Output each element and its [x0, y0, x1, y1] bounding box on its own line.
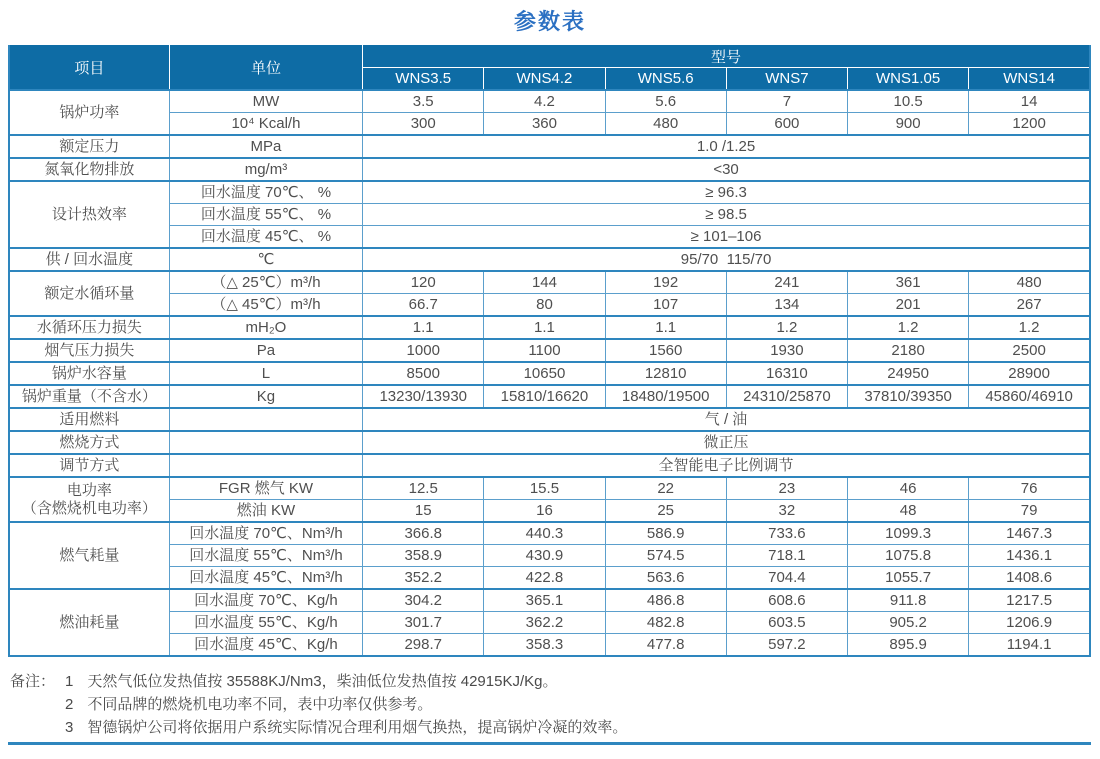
- value-cell: 45860/46910: [969, 385, 1090, 408]
- model-header-wns4-2: WNS4.2: [484, 68, 605, 91]
- value-cell: 352.2: [363, 567, 484, 590]
- value-cell: 10.5: [848, 90, 969, 113]
- merged-value-cell: 95/70 115/70: [363, 248, 1090, 271]
- value-cell: 28900: [969, 362, 1090, 385]
- unit-label: [169, 408, 362, 431]
- value-cell: 358.3: [484, 634, 605, 657]
- value-cell: 18480/19500: [605, 385, 726, 408]
- value-cell: 8500: [363, 362, 484, 385]
- value-cell: 900: [848, 113, 969, 136]
- model-header-wns14: WNS14: [969, 68, 1090, 91]
- item-label: 额定压力: [9, 135, 169, 158]
- value-cell: 79: [969, 500, 1090, 523]
- value-cell: 1075.8: [848, 545, 969, 567]
- value-cell: 905.2: [848, 612, 969, 634]
- value-cell: 911.8: [848, 589, 969, 612]
- unit-label: mg/m³: [169, 158, 362, 181]
- value-cell: 300: [363, 113, 484, 136]
- unit-label: 回水温度 55℃、Nm³/h: [169, 545, 362, 567]
- value-cell: 608.6: [726, 589, 847, 612]
- value-cell: 1206.9: [969, 612, 1090, 634]
- value-cell: 5.6: [605, 90, 726, 113]
- value-cell: 1930: [726, 339, 847, 362]
- merged-value-cell: 全智能电子比例调节: [363, 454, 1090, 477]
- unit-label: 回水温度 70℃、 %: [169, 181, 362, 204]
- value-cell: 358.9: [363, 545, 484, 567]
- model-header-wns3-5: WNS3.5: [363, 68, 484, 91]
- value-cell: 298.7: [363, 634, 484, 657]
- value-cell: 1560: [605, 339, 726, 362]
- value-cell: 486.8: [605, 589, 726, 612]
- value-cell: 422.8: [484, 567, 605, 590]
- value-cell: 46: [848, 477, 969, 500]
- note-text: 智德锅炉公司将依据用户系统实际情况合理利用烟气换热，提高锅炉冷凝的效率。: [87, 719, 628, 736]
- value-cell: 37810/39350: [848, 385, 969, 408]
- unit-label: 燃油 KW: [169, 500, 362, 523]
- note-number: 1: [65, 673, 74, 690]
- parameter-table: [8, 45, 1091, 657]
- value-cell: 1.2: [848, 316, 969, 339]
- unit-label: 回水温度 45℃、Kg/h: [169, 634, 362, 657]
- unit-label: 回水温度 55℃、Kg/h: [169, 612, 362, 634]
- value-cell: 15.5: [484, 477, 605, 500]
- item-label: 燃油耗量: [9, 589, 169, 656]
- note-item: [55, 716, 627, 739]
- value-cell: 80: [484, 294, 605, 317]
- value-cell: 134: [726, 294, 847, 317]
- value-cell: 24950: [848, 362, 969, 385]
- unit-label: L: [169, 362, 362, 385]
- item-label: 燃气耗量: [9, 522, 169, 589]
- merged-value-cell: ≥ 98.5: [363, 204, 1090, 226]
- value-cell: 366.8: [363, 522, 484, 545]
- value-cell: 1.1: [605, 316, 726, 339]
- value-cell: 7: [726, 90, 847, 113]
- value-cell: 32: [726, 500, 847, 523]
- col-header-model-group: 型号: [363, 46, 1090, 68]
- value-cell: 895.9: [848, 634, 969, 657]
- unit-label: FGR 燃气 KW: [169, 477, 362, 500]
- value-cell: 24310/25870: [726, 385, 847, 408]
- unit-label: [169, 431, 362, 454]
- value-cell: 241: [726, 271, 847, 294]
- model-header-wns7: WNS7: [726, 68, 847, 91]
- value-cell: 23: [726, 477, 847, 500]
- note-item: [55, 693, 627, 716]
- value-cell: 3.5: [363, 90, 484, 113]
- unit-label: Kg: [169, 385, 362, 408]
- value-cell: 574.5: [605, 545, 726, 567]
- item-label: 适用燃料: [9, 408, 169, 431]
- value-cell: 480: [969, 271, 1090, 294]
- value-cell: 66.7: [363, 294, 484, 317]
- value-cell: 25: [605, 500, 726, 523]
- value-cell: 480: [605, 113, 726, 136]
- item-label: 电功率 （含燃烧机电功率）: [9, 477, 169, 522]
- unit-label: Pa: [169, 339, 362, 362]
- value-cell: 301.7: [363, 612, 484, 634]
- model-header-wns1-05: WNS1.05: [848, 68, 969, 91]
- value-cell: 1200: [969, 113, 1090, 136]
- note-number: 2: [65, 696, 74, 713]
- value-cell: 12.5: [363, 477, 484, 500]
- note-text: 天然气低位发热值按 35588KJ/Nm3，柴油低位发热值按 42915KJ/Kg。: [87, 673, 558, 690]
- unit-label: [169, 454, 362, 477]
- value-cell: 1.2: [969, 316, 1090, 339]
- model-header-wns5-6: WNS5.6: [605, 68, 726, 91]
- value-cell: 365.1: [484, 589, 605, 612]
- table-body: [9, 90, 1090, 656]
- table-header: [9, 46, 1090, 91]
- value-cell: 1217.5: [969, 589, 1090, 612]
- unit-label: 回水温度 70℃、Kg/h: [169, 589, 362, 612]
- value-cell: 1099.3: [848, 522, 969, 545]
- bottom-divider: [8, 742, 1091, 745]
- item-label: 额定水循环量: [9, 271, 169, 316]
- unit-label: 回水温度 70℃、Nm³/h: [169, 522, 362, 545]
- value-cell: 1467.3: [969, 522, 1090, 545]
- item-label: 供 / 回水温度: [9, 248, 169, 271]
- value-cell: 603.5: [726, 612, 847, 634]
- value-cell: 1.2: [726, 316, 847, 339]
- value-cell: 304.2: [363, 589, 484, 612]
- value-cell: 1055.7: [848, 567, 969, 590]
- value-cell: 15810/16620: [484, 385, 605, 408]
- item-label: 氮氧化物排放: [9, 158, 169, 181]
- value-cell: 2500: [969, 339, 1090, 362]
- value-cell: 107: [605, 294, 726, 317]
- value-cell: 16: [484, 500, 605, 523]
- value-cell: 2180: [848, 339, 969, 362]
- merged-value-cell: 微正压: [363, 431, 1090, 454]
- notes: [10, 670, 1100, 739]
- unit-label: （△ 25℃）m³/h: [169, 271, 362, 294]
- item-label: 锅炉水容量: [9, 362, 169, 385]
- value-cell: 362.2: [484, 612, 605, 634]
- value-cell: 440.3: [484, 522, 605, 545]
- value-cell: 144: [484, 271, 605, 294]
- item-label: 锅炉重量（不含水）: [9, 385, 169, 408]
- value-cell: 718.1: [726, 545, 847, 567]
- value-cell: 48: [848, 500, 969, 523]
- unit-label: ℃: [169, 248, 362, 271]
- value-cell: 597.2: [726, 634, 847, 657]
- value-cell: 12810: [605, 362, 726, 385]
- item-label: 燃烧方式: [9, 431, 169, 454]
- value-cell: 482.8: [605, 612, 726, 634]
- value-cell: 1436.1: [969, 545, 1090, 567]
- value-cell: 1.1: [484, 316, 605, 339]
- merged-value-cell: <30: [363, 158, 1090, 181]
- value-cell: 586.9: [605, 522, 726, 545]
- notes-items: [55, 670, 627, 739]
- value-cell: 1194.1: [969, 634, 1090, 657]
- unit-label: 回水温度 45℃、 %: [169, 226, 362, 249]
- page-title: 参数表: [513, 9, 586, 34]
- value-cell: 22: [605, 477, 726, 500]
- value-cell: 16310: [726, 362, 847, 385]
- value-cell: 76: [969, 477, 1090, 500]
- note-number: 3: [65, 719, 74, 736]
- value-cell: 14: [969, 90, 1090, 113]
- unit-label: （△ 45℃）m³/h: [169, 294, 362, 317]
- value-cell: 600: [726, 113, 847, 136]
- value-cell: 733.6: [726, 522, 847, 545]
- note-item: [55, 670, 627, 693]
- value-cell: 1408.6: [969, 567, 1090, 590]
- item-label: 水循环压力损失: [9, 316, 169, 339]
- value-cell: 360: [484, 113, 605, 136]
- item-label: 锅炉功率: [9, 90, 169, 135]
- value-cell: 1.1: [363, 316, 484, 339]
- note-text: 不同品牌的燃烧机电功率不同，表中功率仅供参考。: [87, 696, 433, 713]
- item-label: 烟气压力损失: [9, 339, 169, 362]
- notes-label: 备注：: [10, 673, 56, 690]
- value-cell: 1100: [484, 339, 605, 362]
- merged-value-cell: ≥ 101–106: [363, 226, 1090, 249]
- value-cell: 15: [363, 500, 484, 523]
- merged-value-cell: 气 / 油: [363, 408, 1090, 431]
- item-label: 设计热效率: [9, 181, 169, 248]
- value-cell: 267: [969, 294, 1090, 317]
- item-label: 调节方式: [9, 454, 169, 477]
- merged-value-cell: ≥ 96.3: [363, 181, 1090, 204]
- value-cell: 1000: [363, 339, 484, 362]
- value-cell: 10650: [484, 362, 605, 385]
- unit-label: 回水温度 45℃、Nm³/h: [169, 567, 362, 590]
- unit-label: MPa: [169, 135, 362, 158]
- col-header-item: 项目: [9, 46, 169, 91]
- value-cell: 430.9: [484, 545, 605, 567]
- value-cell: 13230/13930: [363, 385, 484, 408]
- value-cell: 361: [848, 271, 969, 294]
- unit-label: MW: [169, 90, 362, 113]
- value-cell: 477.8: [605, 634, 726, 657]
- value-cell: 704.4: [726, 567, 847, 590]
- merged-value-cell: 1.0 /1.25: [363, 135, 1090, 158]
- value-cell: 563.6: [605, 567, 726, 590]
- value-cell: 201: [848, 294, 969, 317]
- unit-label: mH₂O: [169, 316, 362, 339]
- value-cell: 120: [363, 271, 484, 294]
- unit-label: 回水温度 55℃、 %: [169, 204, 362, 226]
- value-cell: 4.2: [484, 90, 605, 113]
- value-cell: 192: [605, 271, 726, 294]
- col-header-unit: 单位: [169, 46, 362, 91]
- unit-label: 10⁴ Kcal/h: [169, 113, 362, 136]
